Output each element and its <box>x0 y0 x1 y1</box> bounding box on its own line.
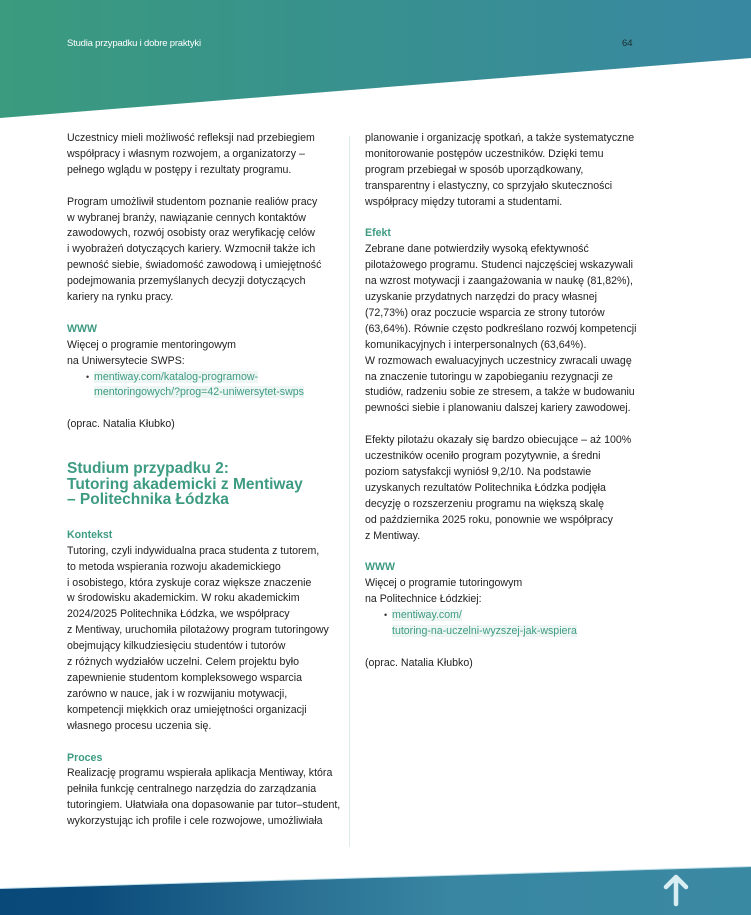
www-description: Więcej o programie tutoringowym na Politechnice Łódzkiej: <box>365 577 523 606</box>
link-list <box>365 608 650 640</box>
pl-tutoring-link[interactable]: mentiway.com/ tutoring-na-uczelni-wyzszej-jak-wspiera <box>392 609 577 638</box>
www-label: WWW <box>67 322 97 335</box>
right-column <box>365 131 650 672</box>
section-title: Studia przypadku i dobre praktyki <box>67 38 201 49</box>
author-credit: (oprac. Natalia Kłubko) <box>365 656 473 669</box>
list-item <box>385 608 650 640</box>
kontekst-label: Kontekst <box>67 528 113 541</box>
intro-paragraph-1: Uczestnicy mieli możliwość refleksji nad przebiegiem współpracy i własnym rozwojem, a organizatorzy – pełnego wglądu w postępy i rezultaty programu. <box>67 132 315 176</box>
swps-program-link[interactable]: mentiway.com/katalog-programow- mentoringowych/?prog=42-uniwersytet-swps <box>94 370 304 399</box>
proces-paragraph: Realizację programu wspierała aplikacja Mentiway, która pełniła funkcję centralnego narzędzia do zarządzania tutoringiem. Ułatwiała ona dopasowanie par tutor–student, wykorzystując ich profile i cele rozwojowe, umożliwiała <box>67 767 341 828</box>
case-study-title: Studium przypadku 2: Tutoring akademicki z Mentiway – Politechnika Łódzka <box>67 460 303 509</box>
link-list <box>67 370 352 402</box>
results-paragraph: Efekty pilotażu okazały się bardzo obiecujące – aż 100% uczestników oceniło program pozytywnie, a średni poziom satysfakcji wyniósł 9,2/10. Na podstawie uzyskanych rezultatów Politechnika Łódzka podjęła decyzję o rozszerzeniu programu na większą skalę od października 2025 roku, ponownie we współpracy z Mentiway. <box>365 434 632 542</box>
efekt-paragraph: Zebrane dane potwierdziły wysoką efektywność pilotażowego programu. Studenci najczęściej wskazywali na wzrost motywacji i zaangażowania w naukę (81,82%), uzyskanie przydatnych narzędzi do pracy własnej (72,73%) oraz poczucie wsparcia ze strony tutorów (63,64%). Równie często podkreślano rozwój kompetencji komunikacyjnych i interpersonalnych (63,64%). W rozmowach ewaluacyjnych uczestnicy zwracali uwagę na znaczenie tutoringu w zapobieganiu rezygnacji ze studiów, radzeniu sobie ze stresem, a także w budowaniu pewności siebie i planowaniu dalszej kariery zawodowej. <box>365 243 637 415</box>
back-to-top-button[interactable] <box>663 873 689 907</box>
proces-continued-paragraph: planowanie i organizację spotkań, a także systematyczne monitorowanie postępów uczestników. Dzięki temu program przebiegał w sposób uporządkowany, transparentny i elastyczny, co sprzyjało skuteczności współpracy między tutorami a studentami. <box>365 132 635 208</box>
footer-band <box>0 860 751 915</box>
kontekst-paragraph: Tutoring, czyli indywidualna praca studenta z tutorem, to metoda wspierania rozwoju akademickiego i osobistego, która zyskuje coraz większe znaczenie w środowisku akademickim. W roku akademickim 2024/2025 Politechnika Łódzka, we współpracy z Mentiway, uruchomiła pilotażowy program tutoringowy obejmujący kilkudziesięciu studentów i tutorów z różnych wydziałów uczelni. Celem projektu było zapewnienie studentom kompleksowego wsparcia zarówno w nauce, jak i w rozwijaniu motywacji, kompetencji miękkich oraz umiejętności organizacji własnego procesu uczenia się. <box>67 544 329 732</box>
arrow-up-icon <box>663 873 689 907</box>
author-credit: (oprac. Natalia Kłubko) <box>67 418 175 431</box>
list-item <box>87 370 352 402</box>
proces-label: Proces <box>67 751 103 764</box>
intro-paragraph-2: Program umożliwił studentom poznanie realiów pracy w wybranej branży, nawiązanie cennych kontaktów zawodowych, rozwój osobisty oraz weryfikację celów i wyobrażeń dotyczących kariery. Wzmocnił także ich pewność siebie, świadomość zawodową i umiejętność podejmowania przemyślanych decyzji dotyczących kariery na rynku pracy. <box>67 195 322 304</box>
page-number: 64 <box>622 38 633 49</box>
www-description: Więcej o programie mentoringowym na Uniwersytecie SWPS: <box>67 338 236 367</box>
efekt-label: Efekt <box>365 227 391 240</box>
www-label: WWW <box>365 561 395 574</box>
header-band <box>0 0 751 125</box>
left-column <box>67 131 352 830</box>
